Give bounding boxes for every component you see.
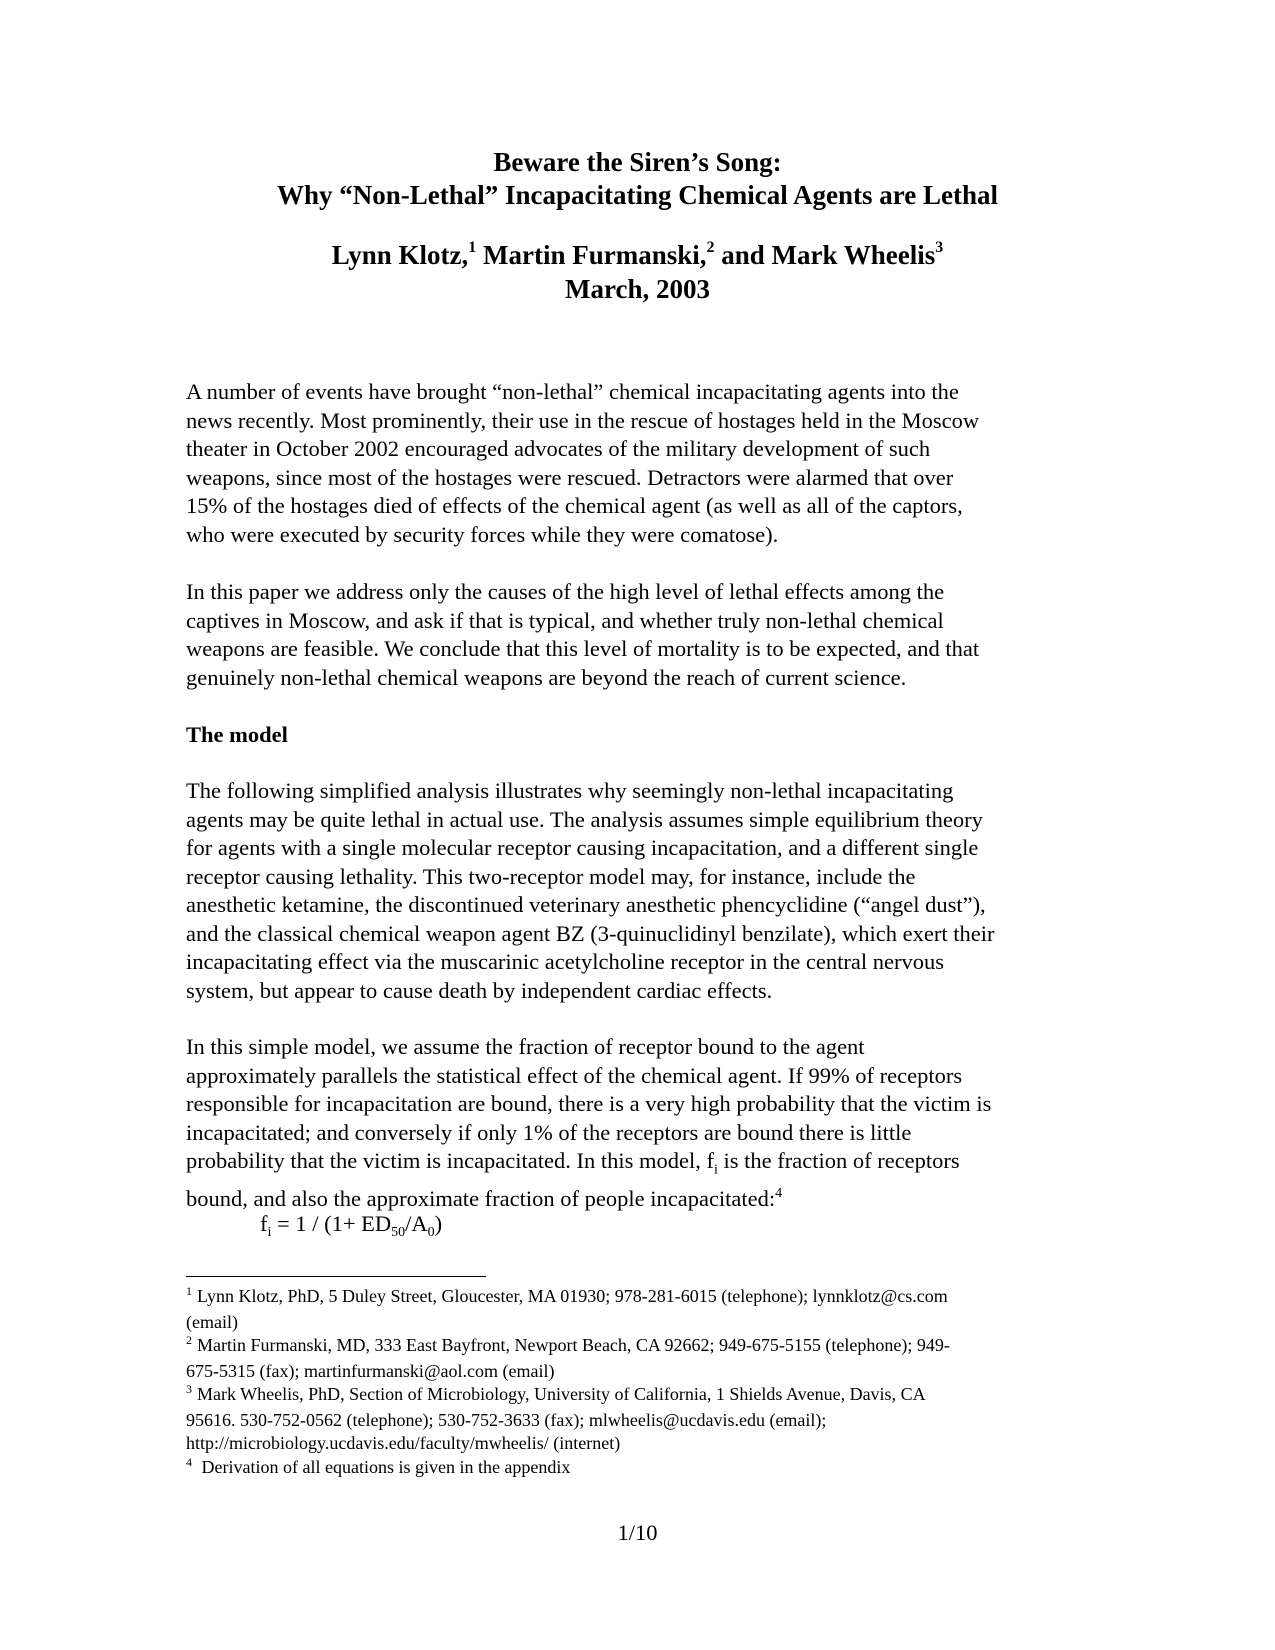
footnote-line: 675-5315 (fax); martinfurmanski@aol.com (email) xyxy=(186,1360,555,1381)
author-line xyxy=(0,238,1275,272)
footnote-4 xyxy=(186,1456,1086,1482)
footnote-mark: 1 xyxy=(186,1284,192,1298)
paragraph-model-description xyxy=(186,777,1086,1005)
paragraph-line: for agents with a single molecular receptor causing incapacitation, and a different single xyxy=(186,835,979,860)
equation-sub-50: 50 xyxy=(391,1225,406,1240)
page-number: 1/10 xyxy=(617,1520,658,1545)
paragraph-line: genuinely non-lethal chemical weapons are beyond the reach of current science. xyxy=(186,664,907,690)
footnote-4-mark: 4 xyxy=(775,1186,783,1201)
title-line-1: Beware the Siren’s Song: xyxy=(493,147,782,177)
paragraph-line: receptor causing lethality. This two-receptor model may, for instance, include the xyxy=(186,863,916,889)
author-klotz-footnote-mark: 1 xyxy=(468,239,477,256)
equation-close: ) xyxy=(434,1211,443,1236)
paragraph-line xyxy=(186,1147,1086,1185)
paragraph-line: In this paper we address only the causes of the high level of lethal effects among the xyxy=(186,579,945,604)
footnote-text: Derivation of all equations is given in the appendix xyxy=(197,1456,571,1477)
equation-mid: = 1 / (1+ ED xyxy=(271,1211,392,1236)
paragraph-line: weapons, since most of the hostages were rescued. Detractors were alarmed that over xyxy=(186,464,954,490)
footnote-2 xyxy=(186,1334,1086,1383)
paragraph-line: who were executed by security forces while they were comatose). xyxy=(186,521,779,547)
paragraph-line: 15% of the hostages died of effects of the chemical agent (as well as all of the captors, xyxy=(186,493,963,518)
paragraph-line: agents may be quite lethal in actual use. The analysis assumes simple equilibrium theory xyxy=(186,806,983,832)
title-line-2: Why “Non-Lethal” Incapacitating Chemical Agents are Lethal xyxy=(277,180,998,210)
paper-title xyxy=(0,146,1275,212)
footnote-divider xyxy=(186,1276,486,1277)
paragraph-line-text: probability that the victim is incapacitated. In this model, f xyxy=(186,1148,714,1173)
paragraph-line: In this simple model, we assume the fraction of receptor bound to the agent xyxy=(186,1034,865,1059)
paragraph-line: system, but appear to cause death by independent cardiac effects. xyxy=(186,977,773,1003)
paragraph-line-text: bound, and also the approximate fraction of people incapacitated: xyxy=(186,1186,776,1211)
footnote-text: Mark Wheelis, PhD, Section of Microbiology, University of California, 1 Shields Avenue, Davis, CA xyxy=(197,1384,926,1404)
author-wheelis-footnote-mark: 3 xyxy=(935,239,944,256)
paragraph-line: captives in Moscow, and ask if that is typical, and whether truly non-lethal chemical xyxy=(186,607,944,633)
footnote-line: 95616. 530-752-0562 (telephone); 530-752-3633 (fax); mlwheelis@ucdavis.edu (email); xyxy=(186,1409,827,1430)
paper-date: March, 2003 xyxy=(565,274,710,304)
paragraph-line-text: is the fraction of receptors xyxy=(717,1148,960,1173)
footnote-text: Lynn Klotz, PhD, 5 Duley Street, Gloucester, MA 01930; 978-281-6015 (telephone); lynnklotz@cs.com xyxy=(197,1286,948,1306)
author-klotz: Lynn Klotz, xyxy=(331,240,469,270)
paragraph-line: approximately parallels the statistical effect of the chemical agent. If 99% of receptors xyxy=(186,1062,963,1088)
footnote-line xyxy=(186,1383,1086,1409)
paragraph-line: news recently. Most prominently, their use in the rescue of hostages held in the Moscow xyxy=(186,407,980,433)
footnote-mark: 3 xyxy=(186,1382,192,1396)
paragraph-scope xyxy=(186,578,1086,692)
equation-f: f xyxy=(260,1211,268,1236)
footnote-mark: 4 xyxy=(186,1454,192,1469)
author-furmanski: Martin Furmanski, xyxy=(476,240,707,270)
footnote-line: (email) xyxy=(186,1311,238,1332)
paragraph-line: The following simplified analysis illustrates why seemingly non-lethal incapacitating xyxy=(186,778,954,803)
equation-fraction-incapacitated xyxy=(260,1210,442,1242)
author-wheelis: and Mark Wheelis xyxy=(714,240,936,270)
author-furmanski-footnote-mark: 2 xyxy=(706,239,715,256)
equation-sub-i: i xyxy=(267,1225,272,1240)
equation-sub-0: 0 xyxy=(427,1225,435,1240)
paragraph-line: incapacitated; and conversely if only 1% of the receptors are bound there is little xyxy=(186,1119,912,1145)
paragraph-line: and the classical chemical weapon agent BZ (3-quinuclidinyl benzilate), which exert their xyxy=(186,920,995,946)
footnote-3 xyxy=(186,1383,1086,1456)
footnote-line xyxy=(186,1285,1086,1311)
footnote-line: http://microbiology.ucdavis.edu/faculty/mwheelis/ (internet) xyxy=(186,1433,621,1453)
paragraph-intro xyxy=(186,378,1086,549)
footnote-mark: 2 xyxy=(186,1333,192,1347)
subscript-i: i xyxy=(714,1162,718,1178)
section-heading-model: The model xyxy=(186,722,288,747)
paragraph-line: anesthetic ketamine, the discontinued veterinary anesthetic phencyclidine (“angel dust”), xyxy=(186,892,986,917)
paragraph-line: theater in October 2002 encouraged advocates of the military development of such xyxy=(186,436,931,461)
paragraph-line: responsible for incapacitation are bound, there is a very high probability that the victim is xyxy=(186,1091,992,1116)
paragraph-line: weapons are feasible. We conclude that this level of mortality is to be expected, and that xyxy=(186,636,980,661)
paragraph-receptor-binding xyxy=(186,1033,1086,1214)
paragraph-line: A number of events have brought “non-lethal” chemical incapacitating agents into the xyxy=(186,379,959,404)
footnote-line xyxy=(186,1456,1086,1482)
footnote-1 xyxy=(186,1285,1086,1334)
equation-slash-a: /A xyxy=(405,1211,428,1236)
footnotes xyxy=(186,1285,1086,1481)
footnote-line xyxy=(186,1334,1086,1360)
paragraph-line: incapacitating effect via the muscarinic acetylcholine receptor in the central nervous xyxy=(186,949,944,974)
footnote-text: Martin Furmanski, MD, 333 East Bayfront, Newport Beach, CA 92662; 949-675-5155 (telephone); 949- xyxy=(197,1335,950,1355)
author-block xyxy=(0,238,1275,306)
